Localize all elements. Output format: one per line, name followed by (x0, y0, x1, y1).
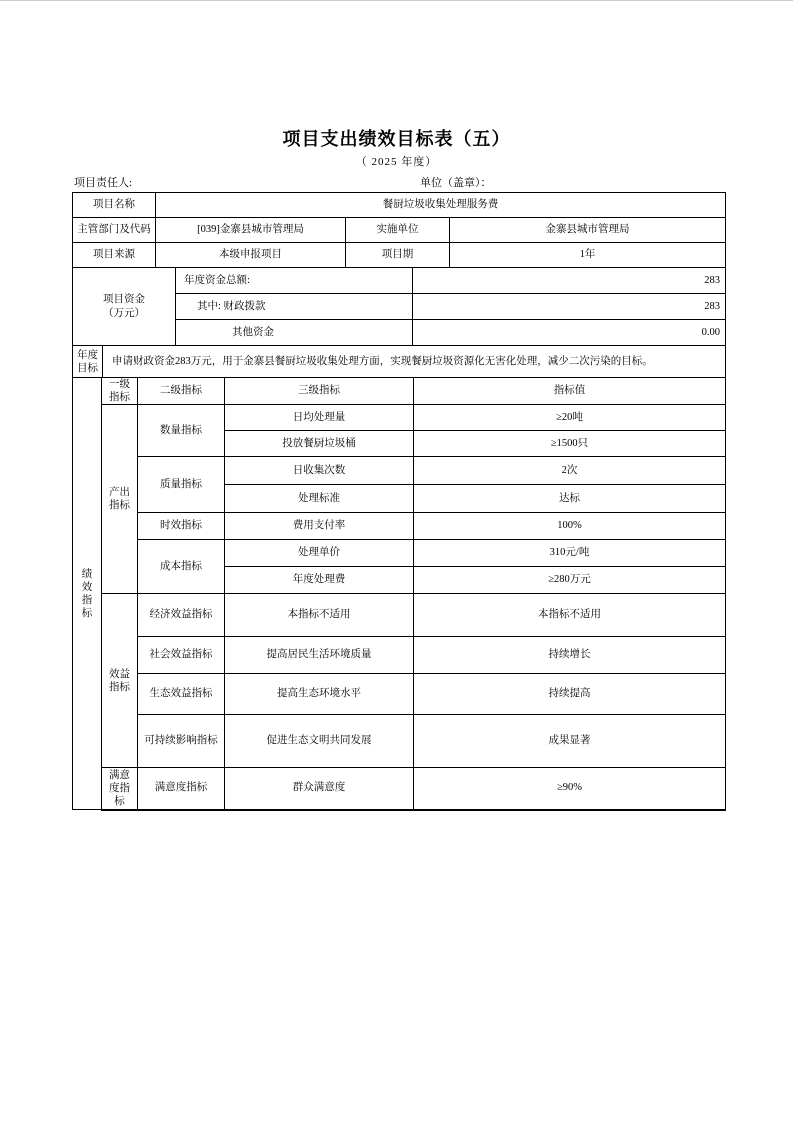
indicator-value: 持续增长 (414, 637, 726, 674)
dept-value: [039]金寨县城市管理局 (156, 218, 346, 243)
funding-total-value: 283 (413, 268, 726, 294)
section-label-performance: 绩效指标 (73, 378, 102, 810)
level2-quantity: 数量指标 (138, 405, 225, 457)
header-value: 指标值 (414, 378, 726, 405)
page-subtitle-year: （ 2025 年度） (355, 156, 438, 168)
indicator-value: 成果显著 (414, 715, 726, 768)
annual-goal-table (72, 345, 726, 378)
indicator-l3: 投放餐厨垃圾桶 (225, 431, 414, 457)
indicator-l3: 日均处理量 (225, 405, 414, 431)
header-level2: 二级指标 (138, 378, 225, 405)
responsible-person-label: 项目责任人: (74, 177, 133, 189)
source-value: 本级申报项目 (156, 243, 346, 268)
level2-sustainable: 可持续影响指标 (138, 715, 225, 768)
page-title: 项目支出绩效目标表（五） (282, 129, 511, 149)
indicator-l3: 日收集次数 (225, 457, 414, 485)
indicator-value: 达标 (414, 485, 726, 513)
header-level1: 一级指标 (102, 378, 138, 405)
indicator-value: ≥90% (414, 768, 726, 810)
funding-total-label: 年度资金总额: (176, 268, 413, 294)
annual-goal-text: 申请财政资金283万元，用于金寨县餐厨垃圾收集处理方面，实现餐厨垃圾资源化无害化处理，减少二次污染的目标。 (103, 346, 726, 378)
level2-timeliness: 时效指标 (138, 513, 225, 540)
level1-benefit: 效益指标 (102, 594, 138, 768)
source-label: 项目来源 (73, 243, 156, 268)
level1-satisfaction: 满意度指标 (102, 768, 138, 810)
funding-label-line2: （万元） (103, 307, 145, 319)
funding-fiscal-label: 其中: 财政拨款 (176, 294, 413, 320)
period-label: 项目期 (346, 243, 450, 268)
indicator-value: 310元/吨 (414, 540, 726, 567)
indicator-l3: 群众满意度 (225, 768, 414, 810)
info-table (72, 192, 726, 268)
indicator-l3: 提高居民生活环境质量 (225, 637, 414, 674)
level2-cost: 成本指标 (138, 540, 225, 594)
indicator-l3: 处理标准 (225, 485, 414, 513)
level2-satisfaction: 满意度指标 (138, 768, 225, 810)
indicator-l3: 年度处理费 (225, 567, 414, 594)
funding-other-label: 其他资金 (176, 320, 413, 346)
indicator-value: ≥1500只 (414, 431, 726, 457)
level2-economic: 经济效益指标 (138, 594, 225, 637)
level2-ecological: 生态效益指标 (138, 674, 225, 715)
indicator-value: 本指标不适用 (414, 594, 726, 637)
indicator-value: 持续提高 (414, 674, 726, 715)
period-value: 1年 (450, 243, 726, 268)
indicator-value: ≥20吨 (414, 405, 726, 431)
annual-goal-label: 年度目标 (73, 346, 103, 378)
header-level3: 三级指标 (225, 378, 414, 405)
performance-table (72, 192, 725, 811)
indicator-value: 2次 (414, 457, 726, 485)
indicator-l3: 处理单价 (225, 540, 414, 567)
indicator-l3: 费用支付率 (225, 513, 414, 540)
funding-table (72, 267, 726, 346)
dept-label: 主管部门及代码 (73, 218, 156, 243)
impl-unit-label: 实施单位 (346, 218, 450, 243)
unit-seal-label: 单位（盖章）： (420, 177, 492, 189)
indicator-l3: 促进生态文明共同发展 (225, 715, 414, 768)
funding-fiscal-value: 283 (413, 294, 726, 320)
project-name-value: 餐厨垃圾收集处理服务费 (156, 193, 726, 218)
level1-output: 产出指标 (102, 405, 138, 594)
impl-unit-value: 金寨县城市管理局 (450, 218, 726, 243)
funding-other-value: 0.00 (413, 320, 726, 346)
funding-label (73, 268, 176, 346)
funding-label-line1: 项目资金 (103, 293, 145, 305)
indicator-l3: 本指标不适用 (225, 594, 414, 637)
level2-quality: 质量指标 (138, 457, 225, 513)
level2-social: 社会效益指标 (138, 637, 225, 674)
indicators-table (72, 377, 726, 811)
indicator-l3: 提高生态环境水平 (225, 674, 414, 715)
indicator-value: 100% (414, 513, 726, 540)
project-name-label: 项目名称 (73, 193, 156, 218)
page-top-edge (0, 0, 793, 1)
indicator-value: ≥280万元 (414, 567, 726, 594)
